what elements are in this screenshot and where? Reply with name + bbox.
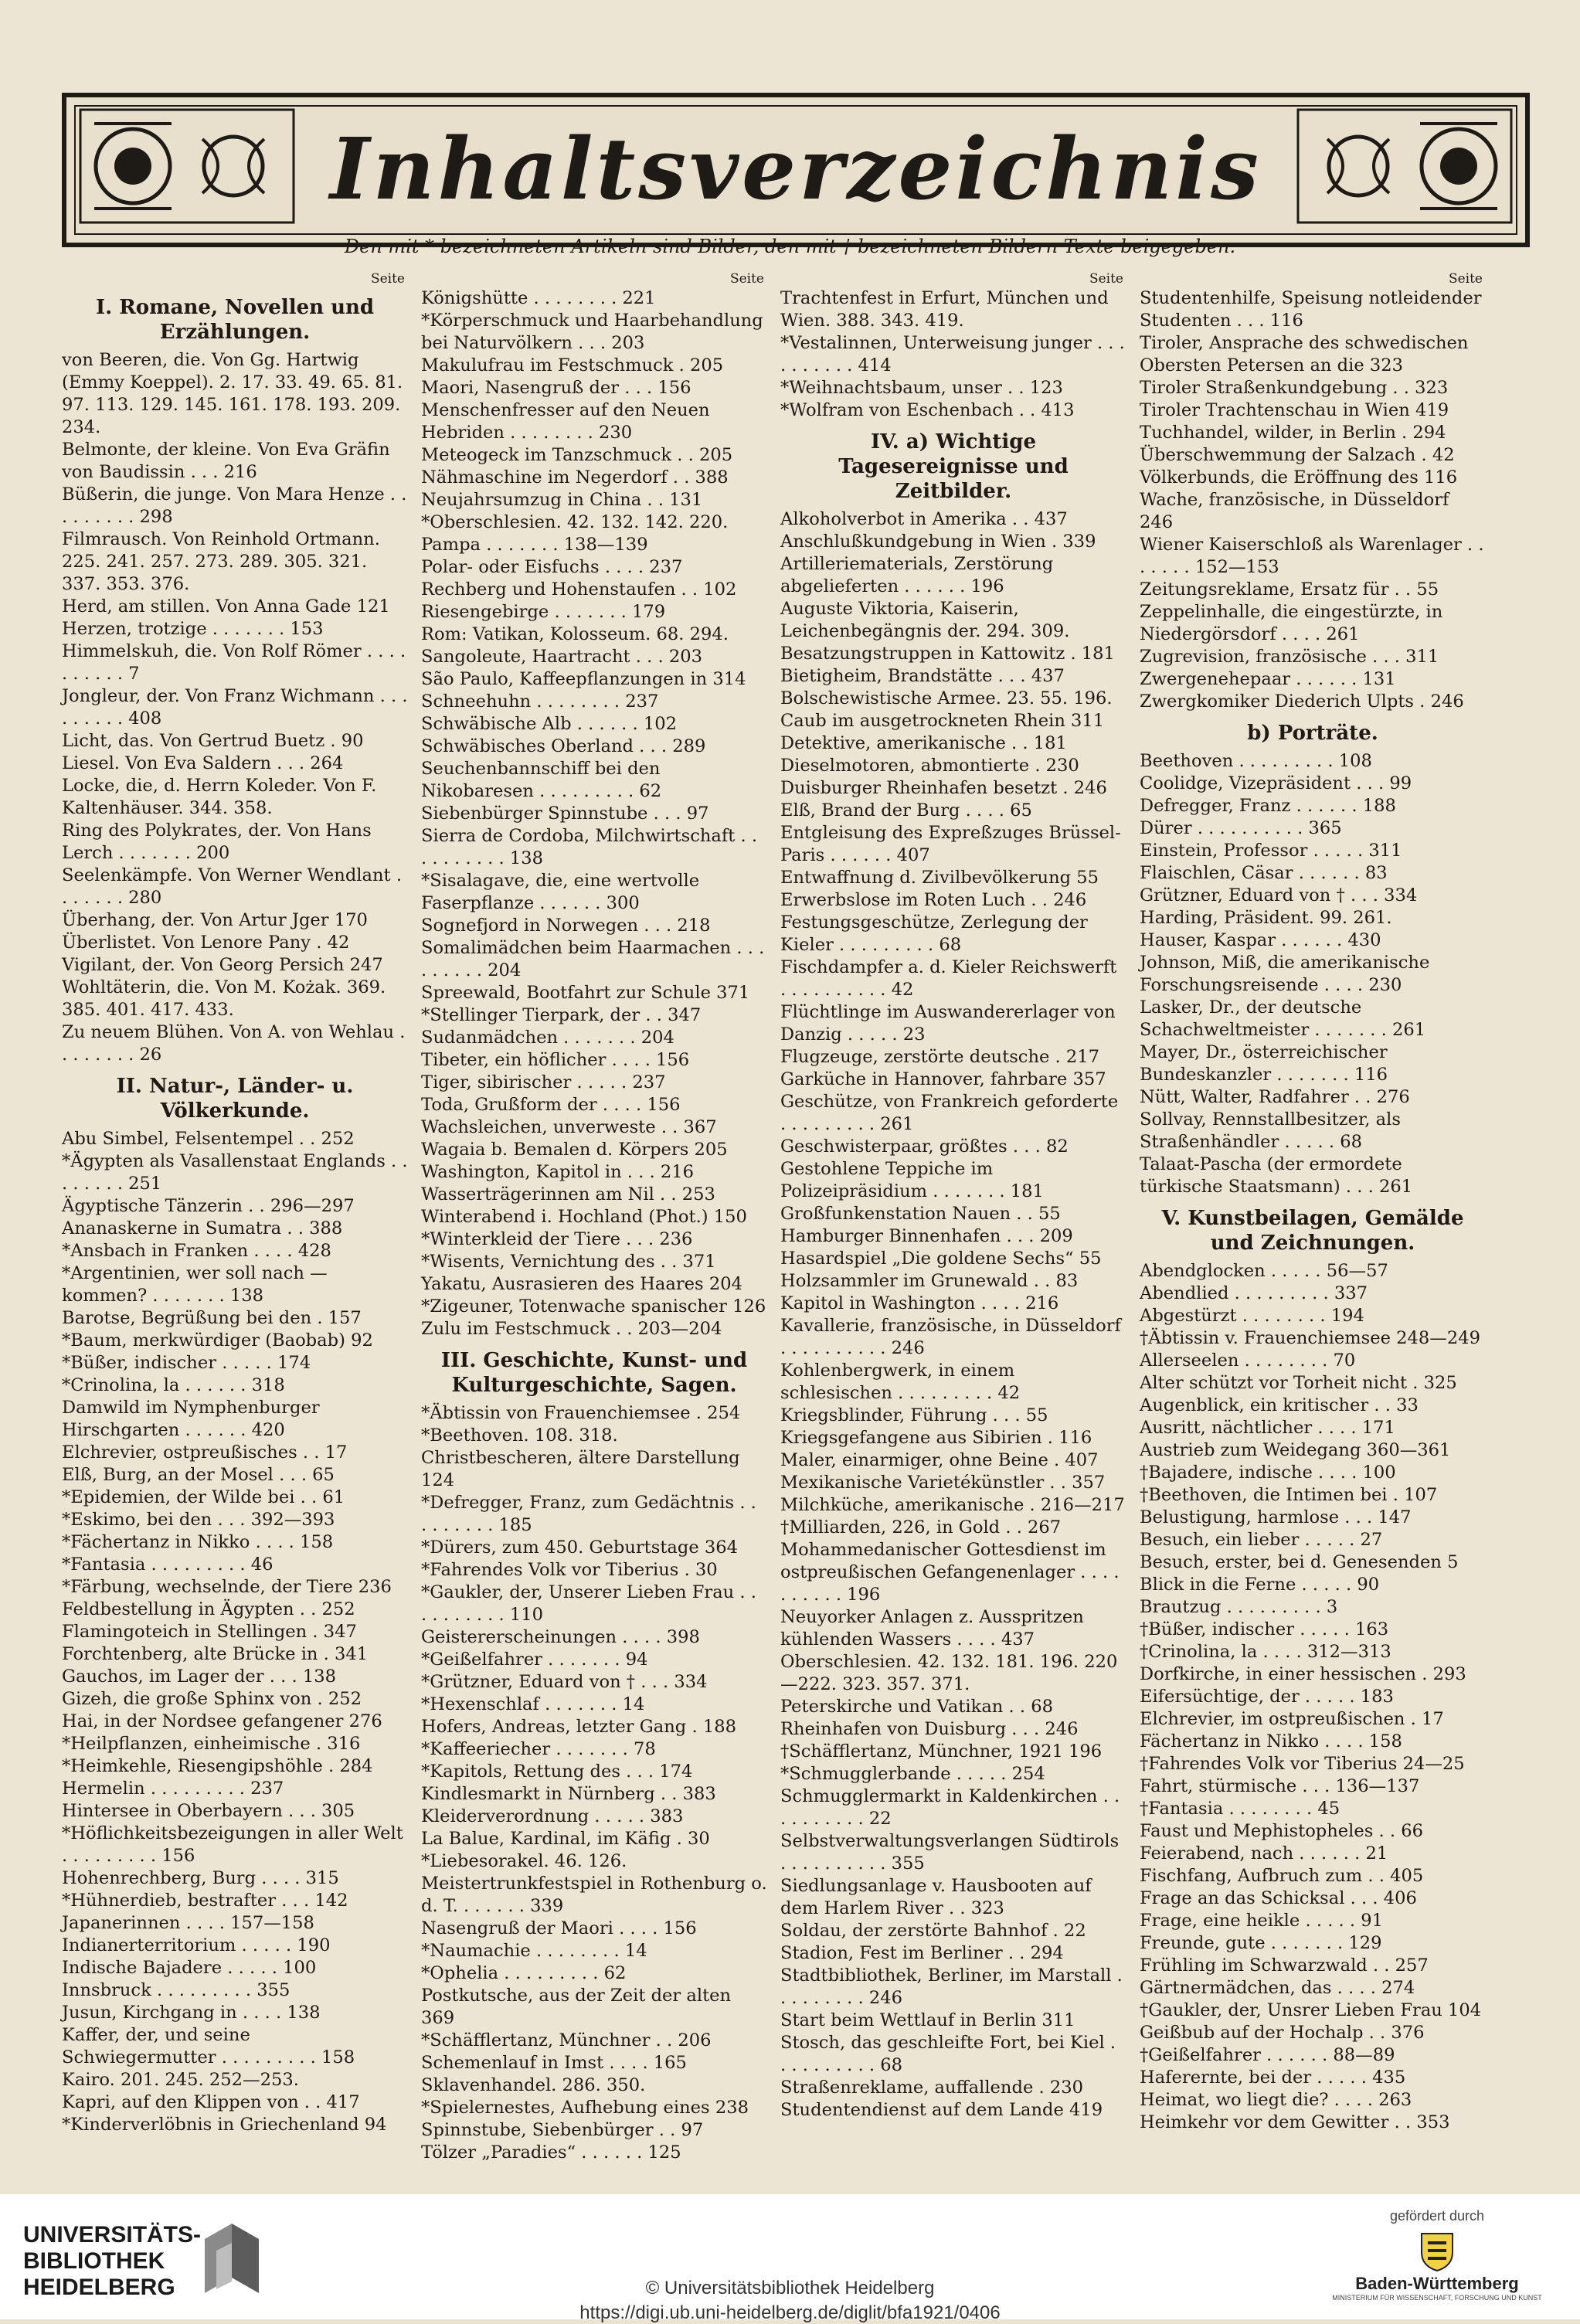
page-subtitle: Den mit * bezeichneten Artikeln sind Bilder, den mit † bezeichneten Bildern Texte beigegeben. (344, 236, 1236, 257)
index-entry: Soldau, der zerstörte Bahnhof . 22 (780, 1921, 1086, 1941)
index-entry: Studentendienst auf dem Lande 419 (780, 2100, 1103, 2120)
index-entry: Abgestürzt . . . . . . . . 194 (1140, 1306, 1364, 1326)
index-entry: Forchtenberg, alte Brücke in . 341 (62, 1644, 369, 1664)
index-entry: *Oberschlesien. 42. 132. 142. 220. (421, 512, 729, 532)
index-entry: *Ophelia . . . . . . . . . 62 (421, 1963, 627, 1983)
section-heading: I. Romane, Novellen und Erzählungen. (95, 296, 375, 344)
index-entry: Kriegsblinder, Führung . . . 55 (780, 1405, 1048, 1425)
index-entry: Talaat-Pascha (der ermordete türkische Staatsmann) . . . 261 (1140, 1154, 1413, 1197)
index-entry: Spreewald, Bootfahrt zur Schule 371 (421, 983, 750, 1003)
index-entry: †Gaukler, der, Unsrer Lieben Frau 104 (1140, 2000, 1482, 2020)
index-entry: Zeppelinhalle, die eingestürzte, in Niedergörsdorf . . . . 261 (1140, 602, 1443, 644)
index-entry: Wachsleichen, unverweste . . 367 (421, 1117, 717, 1137)
index-entry: *Hühnerdieb, bestrafter . . . 142 (62, 1891, 348, 1911)
index-entry: Indische Bajadere . . . . . 100 (62, 1958, 317, 1978)
index-entry: Wagaia b. Bemalen d. Körpers 205 (421, 1140, 728, 1160)
index-entry: Hai, in der Nordsee gefangener 276 (62, 1711, 382, 1731)
index-entry: Kairo. 201. 245. 252—253. (62, 2070, 299, 2090)
index-entry: Japanerinnen . . . . 157—158 (62, 1913, 314, 1933)
index-entry: Fahrt, stürmische . . . 136—137 (1140, 1776, 1420, 1796)
index-entry: Tölzer „Paradies“ . . . . . . 125 (421, 2142, 681, 2163)
viewer-footer (0, 2194, 1580, 2323)
index-entry: *Hexenschlaf . . . . . . . 14 (421, 1694, 645, 1714)
index-entry: *Zigeuner, Totenwache spanischer 126 (421, 1296, 766, 1317)
index-entry: Milchküche, amerikanische . 216—217 (780, 1495, 1125, 1515)
index-entry: Sollvay, Rennstallbesitzer, als Straßenhändler . . . . . 68 (1140, 1109, 1401, 1152)
index-entry: *Ansbach in Franken . . . . 428 (62, 1241, 331, 1261)
index-entry: Flüchtlinge im Auswandererlager von Danzig . . . . . 23 (780, 1002, 1116, 1045)
library-name-line-2: BIBLIOTHEK (23, 2248, 165, 2274)
index-entry: †Fahrendes Volk vor Tiberius 24—25 (1140, 1754, 1465, 1774)
index-entry: Makulufrau im Festschmuck . 205 (421, 355, 724, 375)
index-entry: Frage, eine heikle . . . . . 91 (1140, 1911, 1384, 1931)
index-entry: Hauser, Kaspar . . . . . . 430 (1140, 930, 1381, 950)
index-entry: Himmelskuh, die. Von Rolf Römer . . . . . . . . . . 7 (62, 641, 406, 684)
index-column-2 (421, 270, 767, 2163)
index-entry: Elchrevier, im ostpreußischen . 17 (1140, 1709, 1444, 1729)
index-entry: Tibeter, ein höflicher . . . . 156 (421, 1050, 690, 1070)
index-entry: Sangoleute, Haartracht . . . 203 (421, 647, 703, 667)
source-url-link[interactable]: https://digi.ub.uni-heidelberg.de/diglit/bfa1921/0406 (579, 2302, 1001, 2323)
index-entry: Auguste Viktoria, Kaiserin, Leichenbegängnis der. 294. 309. (780, 599, 1070, 641)
index-entry: Festungsgeschütze, Zerlegung der Kieler . . . . . . . . . 68 (780, 912, 1088, 955)
index-entry: *Winterkleid der Tiere . . . 236 (421, 1229, 693, 1249)
library-name-line-3: HEIDELBERG (23, 2275, 175, 2300)
index-entry: Siedlungsanlage v. Hausbooten auf dem Harlem River . . 323 (780, 1876, 1092, 1918)
index-entry: *Körperschmuck und Haarbehandlung bei Naturvölkern . . . 203 (421, 311, 763, 353)
index-entry: *Crinolina, la . . . . . . 318 (62, 1375, 285, 1395)
index-entry: Holzsammler im Grunewald . . 83 (780, 1271, 1079, 1291)
index-entry: Tiger, sibirischer . . . . . 237 (421, 1072, 666, 1092)
section-heading: III. Geschichte, Kunst- und Kulturgeschichte, Sagen. (440, 1349, 748, 1397)
index-entry: Vigilant, der. Von Georg Persich 247 (62, 955, 383, 975)
index-entry: Kapitol in Washington . . . . 216 (780, 1293, 1059, 1313)
copyright-text: © Universitätsbibliothek Heidelberg (645, 2278, 935, 2299)
index-entry: *Wolfram von Eschenbach . . 413 (780, 400, 1075, 420)
index-entry: *Kinderverlöbnis in Griechenland 94 (62, 2115, 387, 2135)
index-entry: Kohlenbergwerk, in einem schlesischen . . . . . . . . . 42 (780, 1361, 1021, 1403)
sponsor-state: Baden-Württemberg (1355, 2274, 1519, 2293)
index-entry: Toda, Grußform der . . . . 156 (421, 1095, 681, 1115)
index-entry: †Milliarden, 226, in Gold . . 267 (780, 1517, 1062, 1537)
coat-of-arms-icon (1414, 2229, 1460, 2272)
index-entry: Frühling im Schwarzwald . . 257 (1140, 1955, 1429, 1976)
index-entry: *Defregger, Franz, zum Gedächtnis . . . . . . . . . 185 (421, 1493, 756, 1535)
index-entry: Hofers, Andreas, letzter Gang . 188 (421, 1717, 736, 1737)
index-entry: Meistertrunkfestspiel in Rothenburg o. d. T. . . . . . . 339 (421, 1874, 767, 1916)
index-entry: †Crinolina, la . . . . 312—313 (1140, 1642, 1391, 1662)
index-entry: Erwerbslose im Roten Luch . . 246 (780, 890, 1087, 910)
index-entry: Lasker, Dr., der deutsche Schachweltmeister . . . . . . . 261 (1140, 997, 1426, 1040)
index-entry: *Liebesorakel. 46. 126. (421, 1851, 627, 1871)
index-entry: *Schäfflertanz, Münchner . . 206 (421, 2030, 712, 2050)
index-entry: Gärtnermädchen, das . . . . 274 (1140, 1978, 1415, 1998)
sponsor-ministry: MINISTERIUM FÜR WISSENSCHAFT, FORSCHUNG UND KUNST (1332, 2294, 1542, 2302)
index-entry: Dieselmotoren, abmontierte . 230 (780, 756, 1079, 776)
index-entry: Rechberg und Hohenstaufen . . 102 (421, 579, 737, 600)
index-entry: †Büßer, indischer . . . . . 163 (1140, 1619, 1389, 1639)
index-entry: *Büßer, indischer . . . . . 174 (62, 1353, 311, 1373)
index-entry: *Geißelfahrer . . . . . . . 94 (421, 1650, 648, 1670)
index-entry: †Geißelfahrer . . . . . . 88—89 (1140, 2045, 1395, 2065)
index-entry: Ausritt, nächtlicher . . . . 171 (1140, 1418, 1395, 1438)
index-entry: Ananaskerne in Sumatra . . 388 (62, 1218, 343, 1238)
index-entry: Grützner, Eduard von † . . . 334 (1140, 885, 1418, 905)
index-entry: Washington, Kapitol in . . . 216 (421, 1162, 695, 1182)
index-entry: *Fahrendes Volk vor Tiberius . 30 (421, 1560, 718, 1580)
index-entry: Schneehuhn . . . . . . . . 237 (421, 691, 659, 712)
index-entry: Geschwisterpaar, größtes . . . 82 (780, 1137, 1069, 1157)
index-entry: Riesengebirge . . . . . . . 179 (421, 602, 666, 622)
index-entry: Abendlied . . . . . . . . . 337 (1140, 1283, 1368, 1303)
index-entry: Innsbruck . . . . . . . . . 355 (62, 1980, 291, 2000)
index-entry: Allerseelen . . . . . . . . 70 (1140, 1351, 1356, 1371)
index-entry: Peterskirche und Vatikan . . 68 (780, 1697, 1054, 1717)
index-entry: *Heimkehle, Riesengipshöhle . 284 (62, 1756, 373, 1776)
index-entry: Fächertanz in Nikko . . . . 158 (1140, 1731, 1402, 1751)
index-entry: *Baum, merkwürdiger (Baobab) 92 (62, 1330, 373, 1351)
index-entry: Licht, das. Von Gertrud Buetz . 90 (62, 731, 364, 751)
index-entry: Elchrevier, ostpreußisches . . 17 (62, 1442, 348, 1463)
index-entry: Entgleisung des Expreßzuges Brüssel-Paris . . . . . . 407 (780, 823, 1121, 865)
index-entry: Filmrausch. Von Reinhold Ortmann. 225. 241. 257. 273. 289. 305. 321. 337. 353. 376. (62, 529, 380, 594)
index-entry: Elß, Burg, an der Mosel . . . 65 (62, 1465, 335, 1485)
index-entry: Mohammedanischer Gottesdienst im ostpreußischen Gefangenenlager . . . . . . . . . . 196 (780, 1540, 1120, 1605)
index-entry: Brautzug . . . . . . . . . 3 (1140, 1597, 1338, 1617)
index-entry: Freunde, gute . . . . . . . 129 (1140, 1933, 1382, 1953)
seite-label: Seite (729, 271, 764, 287)
index-entry: Johnson, Miß, die amerikanische Forschungsreisende . . . . 230 (1140, 953, 1430, 995)
index-entry: Harding, Präsident. 99. 261. (1140, 908, 1392, 928)
index-entry: Zeitungsreklame, Ersatz für . . 55 (1140, 579, 1439, 600)
index-entry: Dorfkirche, in einer hessischen . 293 (1140, 1664, 1466, 1684)
index-entry: Heimkehr vor dem Gewitter . . 353 (1140, 2112, 1450, 2132)
index-entry: Studentenhilfe, Speisung notleidender Studenten . . . 116 (1140, 288, 1482, 331)
index-entry: Kindlesmarkt in Nürnberg . . 383 (421, 1784, 716, 1804)
index-entry: Wohltäterin, die. Von M. Kożak. 369. 385. 401. 417. 433. (62, 977, 386, 1020)
index-entry: Flugzeuge, zerstörte deutsche . 217 (780, 1047, 1100, 1067)
index-entry: Überlistet. Von Lenore Pany . 42 (62, 933, 350, 953)
index-entry: Selbstverwaltungsverlangen Südtirols . . . . . . . . . . 355 (780, 1831, 1120, 1874)
index-entry: *Schmugglerbande . . . . . 254 (780, 1764, 1045, 1784)
index-entry: Beethoven . . . . . . . . . 108 (1140, 751, 1372, 771)
index-entry: *Naumachie . . . . . . . . 14 (421, 1941, 647, 1961)
index-entry: Mayer, Dr., österreichischer Bundeskanzler . . . . . . . 116 (1140, 1042, 1388, 1085)
index-entry: Maler, einarmiger, ohne Beine . 407 (780, 1450, 1099, 1470)
index-entry: Wiener Kaiserschloß als Warenlager . . . . . . . 152—153 (1140, 535, 1484, 577)
index-entry: *Kapitols, Rettung des . . . 174 (421, 1762, 693, 1782)
index-entry: Anschlußkundgebung in Wien . 339 (780, 532, 1096, 552)
index-entry: Stadtbibliothek, Berliner, im Marstall . . . . . . . . . 246 (780, 1966, 1123, 2008)
index-entry: Polar- oder Eisfuchs . . . . 237 (421, 557, 683, 577)
index-entry: Faust und Mephistopheles . . 66 (1140, 1821, 1424, 1841)
index-entry: *Äbtissin von Frauenchiemsee . 254 (421, 1403, 741, 1423)
page-title: Inhaltsverzeichnis (330, 119, 1262, 219)
sponsor-note: gefördert durch (1389, 2208, 1485, 2224)
library-name-line-1: UNIVERSITÄTS- (23, 2222, 202, 2248)
index-entry: Gestohlene Teppiche im Polizeipräsidium . . . . . . . 181 (780, 1159, 1044, 1201)
index-entry: Alkoholverbot in Amerika . . 437 (780, 509, 1068, 529)
index-entry: Besatzungstruppen in Kattowitz . 181 (780, 644, 1115, 664)
index-entry: Duisburger Rheinhafen besetzt . 246 (780, 778, 1107, 798)
section-heading: IV. a) Wichtige Tagesereignisse und Zeitbilder. (838, 430, 1069, 503)
index-entry: Indianerterritorium . . . . . 190 (62, 1935, 331, 1955)
index-column-3 (780, 270, 1126, 2120)
index-entry: Sklavenhandel. 286. 350. (421, 2075, 646, 2095)
index-entry: Stadion, Fest im Berliner . . 294 (780, 1943, 1064, 1963)
index-entry: *Gaukler, der, Unserer Lieben Frau . . . . . . . . . . 110 (421, 1582, 756, 1625)
index-entry: Flamingoteich in Stellingen . 347 (62, 1622, 357, 1642)
index-entry: *Dürers, zum 450. Geburtstage 364 (421, 1537, 739, 1558)
index-entry: Trachtenfest in Erfurt, München und Wien. 388. 343. 419. (780, 288, 1109, 331)
index-entry: Nähmaschine im Negerdorf . . 388 (421, 467, 729, 488)
index-entry: Zu neuem Blühen. Von A. von Wehlau . . . . . . . . 26 (62, 1022, 406, 1065)
index-entry: Büßerin, die junge. Von Mara Henze . . . . . . . . . 298 (62, 484, 407, 527)
index-entry: Dürer . . . . . . . . . . 365 (1140, 818, 1342, 838)
index-entry: Sierra de Cordoba, Milchwirtschaft . . . . . . . . . . 138 (421, 826, 758, 868)
index-entry: Hasardspiel „Die goldene Sechs“ 55 (780, 1249, 1102, 1269)
index-entry: Kleiderverordnung . . . . . 383 (421, 1806, 684, 1826)
index-entry: Coolidge, Vizepräsident . . . 99 (1140, 773, 1412, 793)
index-entry: *Höflichkeitsbezeigungen in aller Welt . . . . . . . . . 156 (62, 1823, 403, 1866)
index-entry: Feierabend, nach . . . . . . 21 (1140, 1843, 1388, 1864)
index-entry: Defregger, Franz . . . . . . 188 (1140, 796, 1396, 816)
index-entry: *Färbung, wechselnde, der Tiere 236 (62, 1577, 392, 1597)
index-entry: Nütt, Walter, Radfahrer . . 276 (1140, 1087, 1410, 1107)
sponsor-logo[interactable] (1313, 2208, 1561, 2309)
index-entry: Neuyorker Anlagen z. Ausspritzen kühlenden Wassers . . . . 437 (780, 1607, 1084, 1650)
index-entry: Yakatu, Ausrasieren des Haares 204 (421, 1274, 742, 1294)
index-entry: Herd, am stillen. Von Anna Gade 121 (62, 596, 390, 617)
index-entry: Geißbub auf der Hochalp . . 376 (1140, 2023, 1425, 2043)
index-entry: Seelenkämpfe. Von Werner Wendlant . . . . . . . 280 (62, 865, 403, 908)
index-entry: Spinnstube, Siebenbürger . . 97 (421, 2120, 704, 2140)
index-entry: Kavallerie, französische, in Düsseldorf . . . . . . . . . . 246 (780, 1316, 1121, 1358)
index-entry: Winterabend i. Hochland (Phot.) 150 (421, 1207, 747, 1227)
index-entry: Kapri, auf den Klippen von . . 417 (62, 2092, 360, 2112)
index-entry: Schwäbische Alb . . . . . . 102 (421, 714, 678, 734)
index-entry: *Fantasia . . . . . . . . . 46 (62, 1554, 274, 1575)
index-entry: Postkutsche, aus der Zeit der alten 369 (421, 1986, 732, 2028)
seite-label: Seite (1089, 271, 1123, 287)
index-entry: von Beeren, die. Von Gg. Hartwig (Emmy Koeppel). 2. 17. 33. 49. 65. 81. 97. 113. 129. 145. 161. 178. 193. 209. 234. (62, 350, 403, 437)
index-entry: Maori, Nasengruß der . . . 156 (421, 378, 691, 398)
title-banner (62, 93, 1530, 247)
index-entry: Garküche in Hannover, fahrbare 357 (780, 1069, 1106, 1089)
index-entry: *Epidemien, der Wilde bei . . 61 (62, 1487, 345, 1507)
index-entry: †Bajadere, indische . . . . 100 (1140, 1463, 1396, 1483)
index-entry: Mexikanische Varietékünstler . . 357 (780, 1473, 1106, 1493)
index-entry: Locke, die, d. Herrn Koleder. Von F. Kaltenhäuser. 344. 358. (62, 776, 377, 818)
index-entry: *Argentinien, wer soll nach — kommen? . . . . . . . 138 (62, 1263, 328, 1306)
index-entry: Zwergenehepaar . . . . . . 131 (1140, 669, 1396, 689)
index-entry: Tiroler Straßenkundgebung . . 323 (1140, 378, 1449, 398)
index-entry: Geschütze, von Frankreich geforderte . . . . . . . . . 261 (780, 1092, 1119, 1134)
index-entry: Straßenreklame, auffallende . 230 (780, 2078, 1083, 2098)
index-entry: *Beethoven. 108. 318. (421, 1425, 618, 1446)
index-entry: Neujahrsumzug in China . . 131 (421, 490, 703, 510)
index-entry: Pampa . . . . . . . 138—139 (421, 535, 648, 555)
index-columns (62, 270, 1484, 2163)
index-entry: Rom: Vatikan, Kolosseum. 68. 294. (421, 624, 729, 644)
index-entry: Ring des Polykrates, der. Von Hans Lerch . . . . . . . 200 (62, 821, 372, 863)
index-entry: Schwäbisches Oberland . . . 289 (421, 736, 706, 756)
index-entry: Augenblick, ein kritischer . . 33 (1140, 1395, 1419, 1415)
index-entry: *Vestalinnen, Unterweisung junger . . . . . . . . . . 414 (780, 333, 1125, 375)
index-entry: Tiroler, Ansprache des schwedischen Obersten Petersen an die 323 (1140, 333, 1469, 375)
index-entry: Detektive, amerikanische . . 181 (780, 733, 1067, 753)
index-entry: Jusun, Kirchgang in . . . . 138 (62, 2003, 321, 2023)
index-entry: Gauchos, im Lager der . . . 138 (62, 1667, 336, 1687)
index-entry: Start beim Wettlauf in Berlin 311 (780, 2010, 1075, 2030)
index-entry: Hintersee in Oberbayern . . . 305 (62, 1801, 355, 1821)
index-column-4 (1140, 270, 1486, 2132)
index-entry: Haferernte, bei der . . . . . 435 (1140, 2067, 1406, 2088)
index-entry: *Spielernestes, Aufhebung eines 238 (421, 2098, 749, 2118)
index-entry: Bietigheim, Brandstätte . . . 437 (780, 666, 1065, 686)
index-entry: Nasengruß der Maori . . . . 156 (421, 1918, 697, 1938)
index-entry: Flaischlen, Cäsar . . . . . . 83 (1140, 863, 1388, 883)
section-heading: b) Porträte. (1247, 722, 1378, 745)
index-entry: Zwergkomiker Diederich Ulpts . 246 (1140, 691, 1464, 712)
index-entry: Schmugglermarkt in Kaldenkirchen . . . . . . . . . . 22 (780, 1786, 1120, 1829)
index-entry: Menschenfresser auf den Neuen Hebriden . . . . . . . . 230 (421, 400, 710, 443)
index-entry: Bolschewistische Armee. 23. 55. 196. (780, 688, 1113, 708)
index-entry: Herzen, trotzige . . . . . . . 153 (62, 619, 324, 639)
index-column-1 (62, 270, 408, 2135)
index-entry: Eifersüchtige, der . . . . . 183 (1140, 1687, 1394, 1707)
index-entry: †Beethoven, die Intimen bei . 107 (1140, 1485, 1438, 1505)
index-entry: Jongleur, der. Von Franz Wichmann . . . . . . . . . 408 (62, 686, 408, 729)
index-entry: *Stellinger Tierpark, der . . 347 (421, 1005, 702, 1025)
index-entry: Großfunkenstation Nauen . . 55 (780, 1204, 1061, 1224)
index-entry: Heimat, wo liegt die? . . . . 263 (1140, 2090, 1412, 2110)
index-entry: †Fantasia . . . . . . . . 45 (1140, 1799, 1340, 1819)
index-entry: Wache, französische, in Düsseldorf 246 (1140, 490, 1449, 532)
index-entry: †Schäfflertanz, Münchner, 1921 196 (780, 1741, 1103, 1762)
index-entry: Überhang, der. Von Artur Jger 170 (62, 910, 368, 930)
index-entry: Christbescheren, ältere Darstellung 124 (421, 1448, 740, 1490)
index-entry: Belmonte, der kleine. Von Eva Gräfin von Baudissin . . . 216 (62, 440, 390, 482)
index-entry: Abu Simbel, Felsentempel . . 252 (62, 1129, 355, 1149)
index-entry: Kriegsgefangene aus Sibirien . 116 (780, 1428, 1092, 1448)
index-entry: Elß, Brand der Burg . . . . 65 (780, 800, 1032, 821)
seite-label: Seite (1448, 271, 1483, 287)
index-entry: Rheinhafen von Duisburg . . . 246 (780, 1719, 1079, 1739)
index-entry: *Heilpflanzen, einheimische . 316 (62, 1734, 361, 1754)
index-entry: Kaffer, der, und seine Schwiegermutter . . . . . . . . . 158 (62, 2025, 355, 2067)
index-entry: Überschwemmung der Salzach . 42 (1140, 445, 1455, 465)
index-entry: *Grützner, Eduard von † . . . 334 (421, 1672, 708, 1692)
index-entry: Einstein, Professor . . . . . 311 (1140, 841, 1402, 861)
index-entry: *Kaffeeriecher . . . . . . . 78 (421, 1739, 656, 1759)
index-entry: Tuchhandel, wilder, in Berlin . 294 (1140, 423, 1446, 443)
index-entry: Gizeh, die große Sphinx von . 252 (62, 1689, 362, 1709)
index-entry: Fischfang, Aufbruch zum . . 405 (1140, 1866, 1424, 1886)
index-entry: Feldbestellung in Ägypten . . 252 (62, 1599, 355, 1619)
index-entry: Damwild im Nymphenburger Hirschgarten . . . . . . 420 (62, 1398, 320, 1440)
index-entry: Fischdampfer a. d. Kieler Reichswerft . . . . . . . . . . 42 (780, 957, 1117, 1000)
index-entry: Ägyptische Tänzerin . . 296—297 (62, 1196, 355, 1216)
index-entry: †Äbtissin v. Frauenchiemsee 248—249 (1140, 1328, 1480, 1348)
index-entry: Tiroler Trachtenschau in Wien 419 (1140, 400, 1449, 420)
index-entry: *Wisents, Vernichtung des . . 371 (421, 1252, 716, 1272)
index-entry: Wasserträgerinnen am Nil . . 253 (421, 1184, 715, 1204)
index-entry: Hohenrechberg, Burg . . . . 315 (62, 1868, 339, 1888)
index-entry: Caub im ausgetrockneten Rhein 311 (780, 711, 1105, 731)
index-entry: Geistererscheinungen . . . . 398 (421, 1627, 700, 1647)
index-entry: Besuch, ein lieber . . . . . 27 (1140, 1530, 1383, 1550)
index-entry: *Eskimo, bei den . . . 392—393 (62, 1510, 335, 1530)
index-entry: Siebenbürger Spinnstube . . . 97 (421, 804, 709, 824)
index-entry: Frage an das Schicksal . . . 406 (1140, 1888, 1417, 1908)
index-entry: Völkerbunds, die Eröffnung des 116 (1140, 467, 1458, 488)
index-entry: *Ägypten als Vasallenstaat Englands . . . . . . . . 251 (62, 1151, 408, 1194)
section-heading: II. Natur-, Länder- u. Völkerkunde. (116, 1075, 354, 1123)
index-entry: *Weihnachtsbaum, unser . . 123 (780, 378, 1063, 398)
index-entry: Blick in die Ferne . . . . . 90 (1140, 1575, 1380, 1595)
index-entry: *Sisalagave, die, eine wertvolle Faserpflanze . . . . . . 300 (421, 871, 700, 913)
index-entry: Barotse, Begrüßung bei den . 157 (62, 1308, 362, 1328)
index-entry: Stosch, das geschleifte Fort, bei Kiel . . . . . . . . . . 68 (780, 2033, 1116, 2075)
index-entry: Hamburger Binnenhafen . . . 209 (780, 1226, 1073, 1246)
index-entry: Zugrevision, französische . . . 311 (1140, 647, 1439, 667)
index-entry: Hermelin . . . . . . . . . 237 (62, 1779, 284, 1799)
index-entry: Entwaffnung d. Zivilbevölkerung 55 (780, 868, 1099, 888)
index-entry: Oberschlesien. 42. 132. 181. 196. 220—222. 323. 357. 371. (780, 1652, 1118, 1694)
index-entry: Abendglocken . . . . . 56—57 (1140, 1261, 1388, 1281)
index-entry: Somalimädchen beim Haarmachen . . . . . . . . . 204 (421, 938, 765, 980)
index-entry: Austrieb zum Weidegang 360—361 (1140, 1440, 1451, 1460)
index-entry: Besuch, erster, bei d. Genesenden 5 (1140, 1552, 1459, 1572)
index-entry: São Paulo, Kaffeepflanzungen in 314 (421, 669, 746, 689)
index-entry: Schemenlauf in Imst . . . . 165 (421, 2053, 687, 2073)
index-entry: Alter schützt vor Torheit nicht . 325 (1140, 1373, 1457, 1393)
index-entry: La Balue, Kardinal, im Käfig . 30 (421, 1829, 710, 1849)
index-entry: Seuchenbannschiff bei den Nikobaresen . . . . . . . . . 62 (421, 759, 662, 801)
index-entry: Liesel. Von Eva Saldern . . . 264 (62, 753, 344, 773)
index-entry: *Fächertanz in Nikko . . . . 158 (62, 1532, 334, 1552)
index-entry: Meteogeck im Tanzschmuck . . 205 (421, 445, 733, 465)
seite-label: Seite (370, 271, 405, 287)
index-entry: Sognefjord in Norwegen . . . 218 (421, 916, 711, 936)
index-entry: Belustigung, harmlose . . . 147 (1140, 1507, 1412, 1527)
section-heading: V. Kunstbeilagen, Gemälde und Zeichnungen. (1161, 1207, 1464, 1255)
index-entry: Zulu im Festschmuck . . 203—204 (421, 1319, 722, 1339)
index-entry: Sudanmädchen . . . . . . . 204 (421, 1028, 674, 1048)
index-entry: Artilleriematerials, Zerstörung abgelieferten . . . . . . 196 (780, 554, 1054, 596)
index-entry: Königshütte . . . . . . . . 221 (421, 288, 656, 308)
